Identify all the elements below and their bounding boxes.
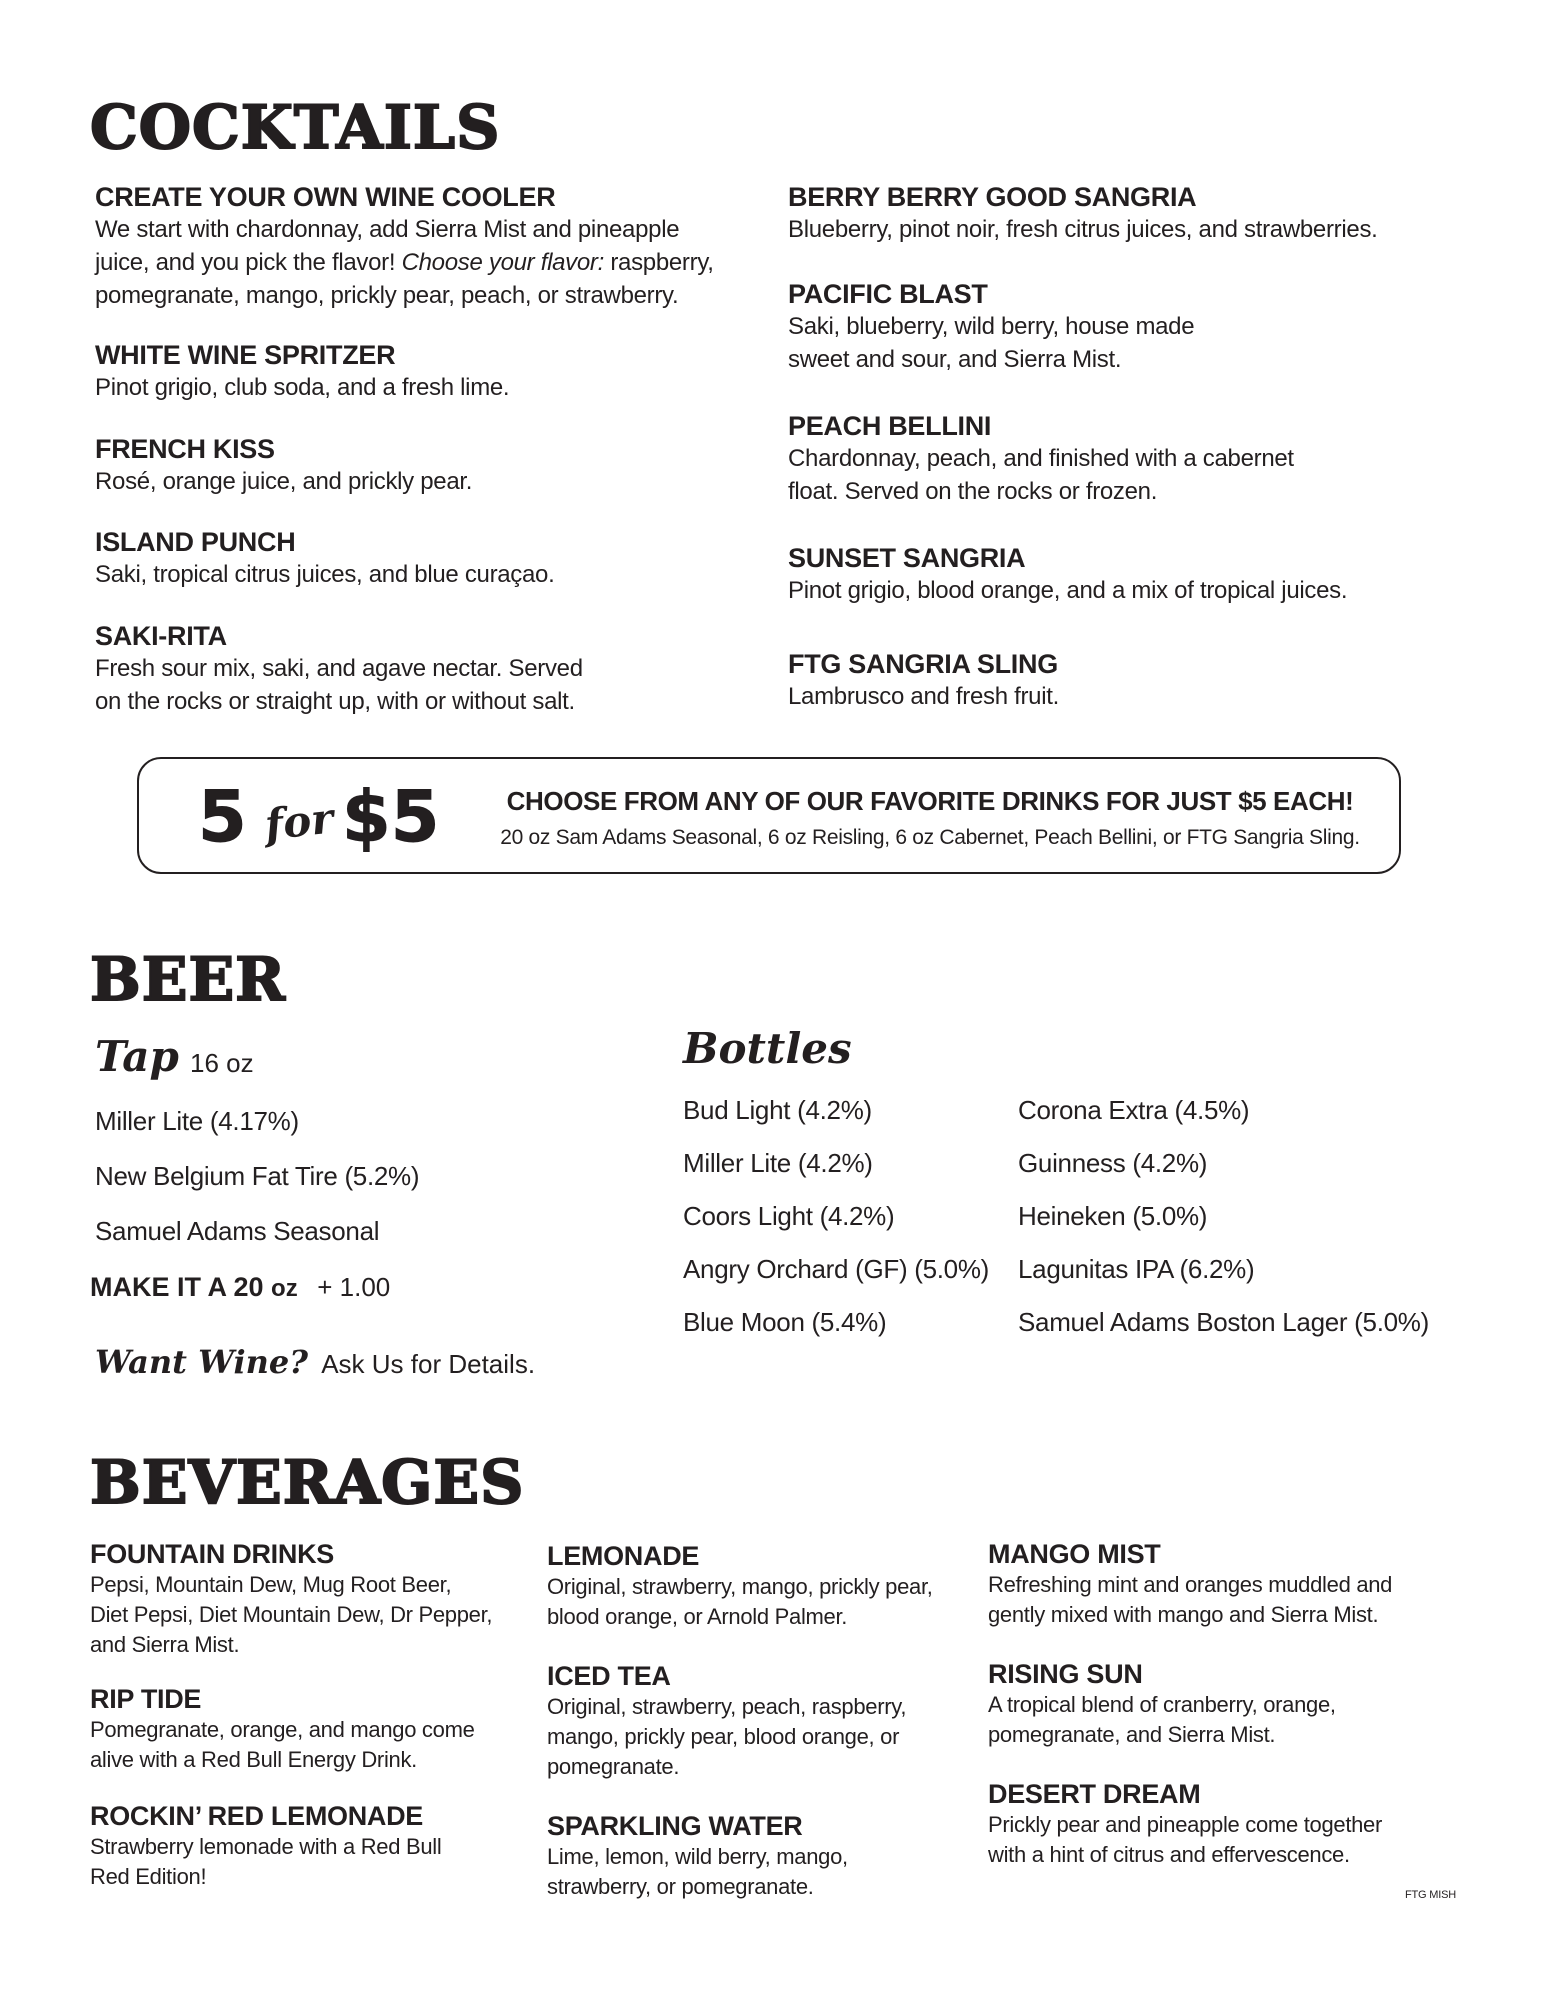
bottle-item: Heineken (5.0%)	[1018, 1201, 1208, 1231]
desc-line	[95, 246, 735, 279]
promo-headline: CHOOSE FROM ANY OF OUR FAVORITE DRINKS FOR JUST $5 EACH!	[506, 786, 1354, 816]
cocktail-name: CREATE YOUR OWN WINE COOLER	[95, 182, 556, 212]
desc-line: Refreshing mint and oranges muddled and	[988, 1572, 1393, 1597]
beverage-desc	[90, 1832, 530, 1892]
desc-line: Pepsi, Mountain Dew, Mug Root Beer,	[90, 1572, 452, 1597]
desc-line: pomegranate.	[547, 1754, 680, 1779]
cocktail-name: SAKI-RITA	[95, 621, 227, 651]
desc-line: float. Served on the rocks or frozen.	[788, 478, 1158, 505]
bottle-item: Angry Orchard (GF) (5.0%)	[683, 1254, 990, 1284]
cocktail-desc: Pinot grigio, blood orange, and a mix of tropical juices.	[788, 577, 1348, 604]
desc-line: Fresh sour mix, saki, and agave nectar. Served	[95, 655, 583, 682]
beverage-item-rising-sun	[988, 1658, 1488, 1750]
desc-text: raspberry,	[603, 249, 714, 276]
desc-text: juice, and you pick the flavor!	[95, 249, 402, 276]
tap-item: Miller Lite (4.17%)	[95, 1106, 299, 1136]
upsize-label: MAKE IT A 20	[90, 1272, 264, 1302]
desc-line: Prickly pear and pineapple come together	[988, 1812, 1383, 1837]
upsize-price: + 1.00	[317, 1272, 391, 1302]
beverage-desc	[988, 1690, 1488, 1750]
desc-line: Chardonnay, peach, and finished with a cabernet	[788, 445, 1294, 472]
cocktail-item-french-kiss	[95, 433, 735, 498]
beer-title: BEER	[90, 945, 287, 1015]
bottle-item: Lagunitas IPA (6.2%)	[1018, 1254, 1255, 1284]
desc-line: Original, strawberry, peach, raspberry,	[547, 1694, 907, 1719]
tap-size: 16 oz	[190, 1048, 254, 1078]
beverage-desc	[90, 1570, 530, 1660]
desc-line: Red Edition!	[90, 1864, 207, 1889]
beverage-item-mango-mist	[988, 1538, 1488, 1630]
cocktail-item-saki-rita	[95, 620, 735, 718]
cocktail-name: BERRY BERRY GOOD SANGRIA	[788, 182, 1197, 212]
cocktail-name: PACIFIC BLAST	[788, 279, 988, 309]
cocktail-name: WHITE WINE SPRITZER	[95, 340, 396, 370]
desc-line: strawberry, or pomegranate.	[547, 1874, 814, 1899]
cocktails-title: COCKTAILS	[90, 93, 501, 163]
promo-number: 5	[198, 776, 247, 858]
beverage-desc	[547, 1842, 987, 1902]
beverage-name: SPARKLING WATER	[547, 1811, 803, 1841]
cocktail-item-pacific-blast	[788, 278, 1488, 376]
beverage-item-rip-tide	[90, 1683, 530, 1775]
desc-line: Saki, blueberry, wild berry, house made	[788, 313, 1195, 340]
beverage-item-desert-dream	[988, 1778, 1488, 1870]
cocktail-name: FTG SANGRIA SLING	[788, 649, 1058, 679]
want-wine-text: Ask Us for Details.	[321, 1349, 536, 1379]
promo-price: $5	[342, 776, 440, 858]
cocktail-item-berry-sangria	[788, 181, 1488, 246]
cocktail-desc	[788, 310, 1488, 376]
desc-line: pomegranate, mango, prickly pear, peach, or strawberry.	[95, 282, 679, 309]
bottle-item: Corona Extra (4.5%)	[1018, 1095, 1250, 1125]
beverage-name: ROCKIN’ RED LEMONADE	[90, 1801, 424, 1831]
beverage-name: FOUNTAIN DRINKS	[90, 1539, 334, 1569]
bottle-item: Bud Light (4.2%)	[683, 1095, 872, 1125]
desc-line: sweet and sour, and Sierra Mist.	[788, 346, 1122, 373]
desc-line: gently mixed with mango and Sierra Mist.	[988, 1602, 1379, 1627]
desc-line: with a hint of citrus and effervescence.	[988, 1842, 1350, 1867]
desc-line: pomegranate, and Sierra Mist.	[988, 1722, 1276, 1747]
beverage-name: RISING SUN	[988, 1659, 1143, 1689]
desc-line: alive with a Red Bull Energy Drink.	[90, 1747, 417, 1772]
desc-line: Strawberry lemonade with a Red Bull	[90, 1834, 442, 1859]
bottle-item: Miller Lite (4.2%)	[683, 1148, 873, 1178]
beverages-title: BEVERAGES	[90, 1448, 525, 1518]
bottles-label: Bottles	[683, 1024, 852, 1073]
beverage-name: RIP TIDE	[90, 1684, 202, 1714]
desc-line: and Sierra Mist.	[90, 1632, 240, 1657]
desc-italic-text: Choose your flavor:	[401, 249, 604, 276]
beverage-item-rockin-red-lemonade	[90, 1800, 530, 1892]
cocktail-name: PEACH BELLINI	[788, 411, 992, 441]
cocktail-item-wine-cooler	[95, 181, 735, 312]
want-wine-line	[95, 1342, 535, 1384]
beverage-desc	[547, 1692, 987, 1782]
beverage-desc	[90, 1715, 530, 1775]
desc-line: Original, strawberry, mango, prickly pear,	[547, 1574, 933, 1599]
promo-for-script: for	[262, 793, 336, 850]
cocktail-item-peach-bellini	[788, 410, 1488, 508]
cocktail-name: FRENCH KISS	[95, 434, 275, 464]
cocktail-desc: Saki, tropical citrus juices, and blue curaçao.	[95, 561, 555, 588]
cocktail-desc: Pinot grigio, club soda, and a fresh lime.	[95, 374, 510, 401]
cocktail-name: SUNSET SANGRIA	[788, 543, 1026, 573]
want-wine-label: Want Wine?	[95, 1343, 308, 1381]
footer-code: FTG MISH	[1405, 1889, 1456, 1901]
beverage-desc	[988, 1810, 1488, 1870]
bottle-item: Samuel Adams Boston Lager (5.0%)	[1018, 1307, 1429, 1337]
cocktail-name: ISLAND PUNCH	[95, 527, 296, 557]
beverage-item-lemonade	[547, 1540, 987, 1632]
cocktail-item-island-punch	[95, 526, 735, 591]
upsize-oz: oz	[271, 1275, 298, 1302]
beverage-name: MANGO MIST	[988, 1539, 1161, 1569]
beverage-item-fountain-drinks	[90, 1538, 530, 1660]
desc-line: mango, prickly pear, blood orange, or	[547, 1724, 900, 1749]
cocktail-desc: Rosé, orange juice, and prickly pear.	[95, 468, 473, 495]
beverage-name: DESERT DREAM	[988, 1779, 1201, 1809]
cocktail-item-white-wine-spritzer	[95, 339, 735, 404]
tap-item: New Belgium Fat Tire (5.2%)	[95, 1161, 420, 1191]
desc-line: We start with chardonnay, add Sierra Mist and pineapple	[95, 216, 680, 243]
desc-line: on the rocks or straight up, with or without salt.	[95, 688, 575, 715]
beverage-name: ICED TEA	[547, 1661, 671, 1691]
beverage-name: LEMONADE	[547, 1541, 700, 1571]
cocktail-desc	[95, 652, 735, 718]
beverage-desc	[547, 1572, 987, 1632]
cocktail-desc	[95, 213, 735, 312]
promo-subline: 20 oz Sam Adams Seasonal, 6 oz Reisling, 6 oz Cabernet, Peach Bellini, or FTG Sangria Sling.	[500, 826, 1360, 849]
bottle-item: Blue Moon (5.4%)	[683, 1307, 887, 1337]
beverage-desc	[988, 1570, 1488, 1630]
tap-item: Samuel Adams Seasonal	[95, 1216, 380, 1246]
cocktail-desc: Blueberry, pinot noir, fresh citrus juices, and strawberries.	[788, 216, 1378, 243]
beverage-item-iced-tea	[547, 1660, 987, 1782]
cocktail-item-ftg-sangria-sling	[788, 648, 1488, 713]
desc-line: Diet Pepsi, Diet Mountain Dew, Dr Pepper,	[90, 1602, 493, 1627]
beverage-item-sparkling-water	[547, 1810, 987, 1902]
desc-line: Lime, lemon, wild berry, mango,	[547, 1844, 848, 1869]
desc-line: A tropical blend of cranberry, orange,	[988, 1692, 1336, 1717]
bottle-item: Guinness (4.2%)	[1018, 1148, 1208, 1178]
bottle-item: Coors Light (4.2%)	[683, 1201, 895, 1231]
cocktail-desc	[788, 442, 1488, 508]
tap-label: Tap	[95, 1032, 179, 1081]
desc-line: Pomegranate, orange, and mango come	[90, 1717, 475, 1742]
desc-line: blood orange, or Arnold Palmer.	[547, 1604, 848, 1629]
cocktail-desc: Lambrusco and fresh fruit.	[788, 683, 1060, 710]
upsize-line	[90, 1271, 390, 1305]
cocktail-item-sunset-sangria	[788, 542, 1488, 607]
